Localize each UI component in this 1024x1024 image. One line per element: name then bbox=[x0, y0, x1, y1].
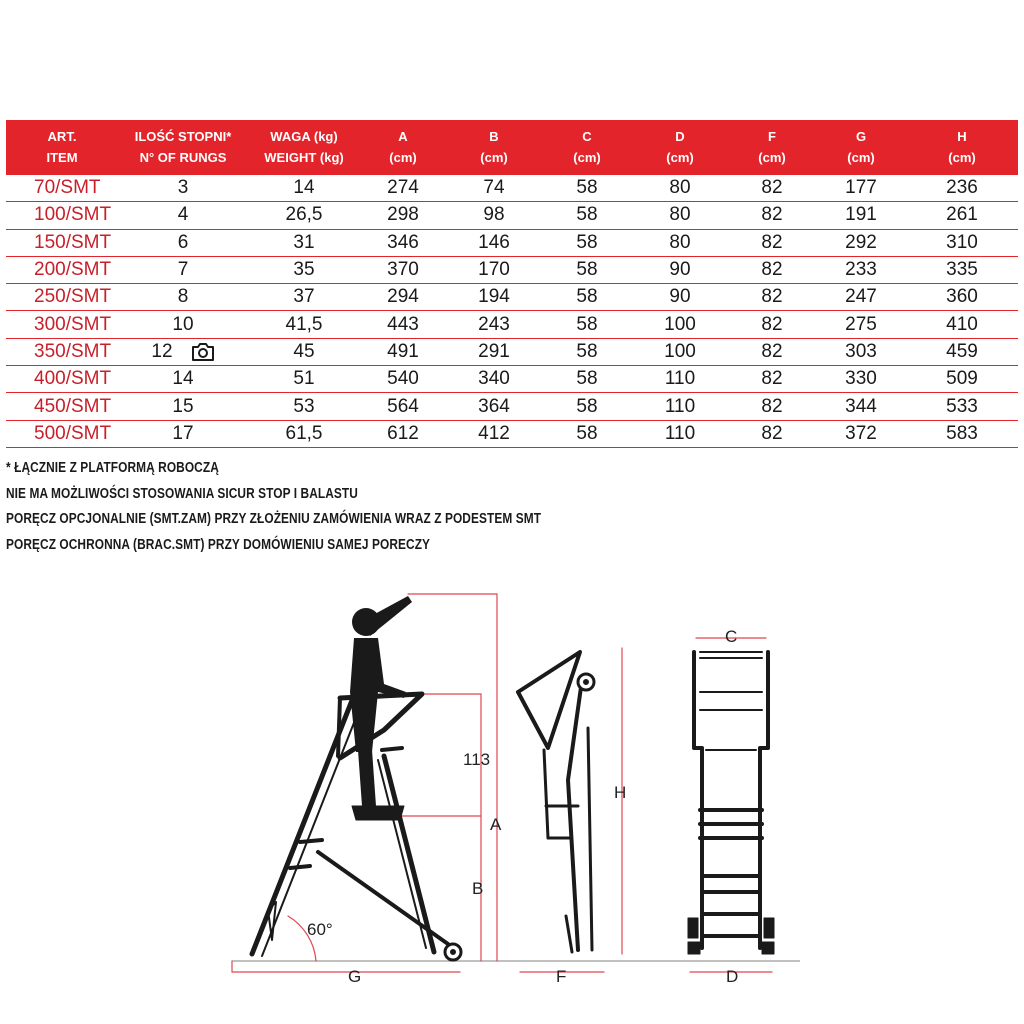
column-header-line: (cm) bbox=[480, 150, 508, 165]
cell-value: 170 bbox=[478, 259, 510, 281]
table-cell bbox=[632, 256, 728, 283]
cell-value: 35 bbox=[293, 259, 315, 281]
column-header-line: (cm) bbox=[389, 150, 417, 165]
cell-value: 82 bbox=[761, 259, 783, 281]
dim-h-label: H bbox=[614, 783, 627, 802]
table-cell bbox=[632, 366, 728, 393]
table-cell bbox=[816, 393, 906, 420]
table-row bbox=[6, 420, 1018, 447]
cell-value: 564 bbox=[387, 395, 419, 417]
camera-icon[interactable] bbox=[191, 342, 215, 362]
table-row bbox=[6, 202, 1018, 229]
cell-value: 58 bbox=[576, 422, 598, 444]
table-row bbox=[6, 338, 1018, 365]
cell-value: 82 bbox=[761, 395, 783, 417]
table-cell bbox=[728, 393, 816, 420]
table-cell bbox=[906, 366, 1018, 393]
table-cell bbox=[248, 175, 360, 202]
table-cell bbox=[542, 202, 632, 229]
cell-value: 58 bbox=[576, 368, 598, 390]
cell-value: 41,5 bbox=[285, 313, 323, 335]
cell-value: 110 bbox=[664, 395, 696, 417]
note-line: PORĘCZ OCHRONNA (BRAC.SMT) PRZY DOMÓWIENIU SAMEJ PORECZY bbox=[6, 536, 431, 553]
dim-b-label: B bbox=[472, 879, 484, 898]
cell-value: 335 bbox=[946, 259, 978, 281]
table-cell bbox=[816, 420, 906, 447]
cell-value: 100/SMT bbox=[34, 204, 112, 226]
table-cell bbox=[118, 175, 248, 202]
cell-value: 26,5 bbox=[285, 204, 323, 226]
column-header-line: (cm) bbox=[666, 150, 694, 165]
table-cell bbox=[728, 284, 816, 311]
table-cell bbox=[446, 311, 542, 338]
table-cell bbox=[360, 338, 446, 365]
cell-value: 82 bbox=[761, 368, 783, 390]
cell-value: 58 bbox=[576, 259, 598, 281]
table-cell bbox=[816, 175, 906, 202]
column-header bbox=[728, 120, 816, 175]
cell-value: 236 bbox=[946, 177, 978, 199]
table-cell bbox=[728, 366, 816, 393]
note-line: NIE MA MOŻLIWOŚCI STOSOWANIA SICUR STOP I BALASTU bbox=[6, 485, 358, 502]
column-header-line: A bbox=[398, 129, 408, 144]
cell-value: 37 bbox=[293, 286, 315, 308]
column-header-line: (cm) bbox=[758, 150, 786, 165]
table-cell bbox=[446, 256, 542, 283]
table-cell bbox=[542, 338, 632, 365]
column-header bbox=[248, 120, 360, 175]
table-cell bbox=[632, 311, 728, 338]
table-body bbox=[6, 175, 1018, 448]
table-cell bbox=[446, 420, 542, 447]
table-cell bbox=[906, 256, 1018, 283]
cell-value: 58 bbox=[576, 231, 598, 253]
cell-value: 90 bbox=[669, 259, 691, 281]
column-header bbox=[906, 120, 1018, 175]
cell-value: 10 bbox=[172, 313, 194, 335]
dim-f-label: F bbox=[556, 967, 567, 986]
cell-value: 58 bbox=[576, 204, 598, 226]
item-code-cell bbox=[6, 420, 118, 447]
table-cell bbox=[248, 311, 360, 338]
column-header bbox=[816, 120, 906, 175]
cell-value: 247 bbox=[845, 286, 877, 308]
cell-value: 98 bbox=[483, 204, 505, 226]
cell-value: 450/SMT bbox=[34, 395, 112, 417]
table-cell bbox=[906, 420, 1018, 447]
cell-value: 53 bbox=[293, 395, 315, 417]
table-cell bbox=[816, 229, 906, 256]
table-cell bbox=[906, 311, 1018, 338]
table-cell bbox=[360, 175, 446, 202]
column-header bbox=[6, 120, 118, 175]
column-header-line: C bbox=[582, 129, 592, 144]
table-cell bbox=[360, 311, 446, 338]
cell-value: 400/SMT bbox=[34, 368, 112, 390]
note-line: PORĘCZ OPCJONALNIE (SMT.ZAM) PRZY ZŁOŻENIU ZAMÓWIENIA WRAZ Z PODESTEM SMT bbox=[6, 511, 542, 527]
table-cell bbox=[728, 202, 816, 229]
column-header-line: (cm) bbox=[847, 150, 875, 165]
cell-value: 82 bbox=[761, 204, 783, 226]
table-row bbox=[6, 366, 1018, 393]
table-cell bbox=[446, 229, 542, 256]
column-header-line: ITEM bbox=[46, 150, 78, 165]
cell-value: 300/SMT bbox=[34, 313, 112, 335]
front-view-ladder bbox=[688, 638, 774, 972]
cell-value: 194 bbox=[478, 286, 510, 308]
cell-value: 61,5 bbox=[285, 422, 323, 444]
table-cell bbox=[542, 393, 632, 420]
table-cell bbox=[118, 311, 248, 338]
cell-value: 14 bbox=[293, 177, 315, 199]
table-cell bbox=[728, 229, 816, 256]
column-header-line: G bbox=[855, 129, 867, 144]
column-header-line: WEIGHT (kg) bbox=[264, 150, 344, 165]
cell-value: 291 bbox=[478, 340, 510, 362]
table-cell bbox=[118, 366, 248, 393]
table-cell bbox=[360, 202, 446, 229]
dim-113-label: 113 bbox=[463, 750, 491, 769]
table-cell bbox=[248, 229, 360, 256]
cell-value: 58 bbox=[576, 340, 598, 362]
table-cell bbox=[118, 338, 248, 365]
cell-value: 31 bbox=[293, 231, 315, 253]
cell-value: 70/SMT bbox=[34, 177, 101, 199]
column-header-line: N° OF RUNGS bbox=[139, 150, 227, 165]
column-header bbox=[632, 120, 728, 175]
column-header-line: ART. bbox=[47, 129, 77, 144]
table-cell bbox=[360, 393, 446, 420]
cell-value: 80 bbox=[669, 177, 691, 199]
cell-value: 82 bbox=[761, 422, 783, 444]
table-cell bbox=[118, 284, 248, 311]
cell-value: 303 bbox=[845, 340, 877, 362]
table-cell bbox=[248, 202, 360, 229]
item-code-cell bbox=[6, 311, 118, 338]
table-cell bbox=[360, 420, 446, 447]
column-header-line: H bbox=[957, 129, 967, 144]
table-cell bbox=[632, 338, 728, 365]
table-row bbox=[6, 284, 1018, 311]
table-cell bbox=[118, 229, 248, 256]
table-cell bbox=[906, 175, 1018, 202]
table-cell bbox=[446, 175, 542, 202]
cell-value: 370 bbox=[387, 259, 419, 281]
cell-value: 583 bbox=[946, 422, 978, 444]
cell-value: 243 bbox=[478, 313, 510, 335]
item-code-cell bbox=[6, 284, 118, 311]
cell-value: 58 bbox=[576, 313, 598, 335]
table-cell bbox=[728, 175, 816, 202]
column-header-line: F bbox=[768, 129, 776, 144]
cell-value: 459 bbox=[946, 340, 978, 362]
table-cell bbox=[360, 256, 446, 283]
column-header-line: WAGA (kg) bbox=[270, 129, 338, 144]
cell-value: 45 bbox=[293, 340, 315, 362]
table-cell bbox=[248, 256, 360, 283]
table-cell bbox=[906, 202, 1018, 229]
cell-value: 500/SMT bbox=[34, 422, 112, 444]
cell-value: 82 bbox=[761, 286, 783, 308]
cell-value: 100 bbox=[664, 340, 696, 362]
column-header-line: (cm) bbox=[573, 150, 601, 165]
cell-value: 80 bbox=[669, 204, 691, 226]
cell-value: 360 bbox=[946, 286, 978, 308]
cell-value: 298 bbox=[387, 204, 419, 226]
item-code-cell bbox=[6, 229, 118, 256]
table-cell bbox=[248, 284, 360, 311]
cell-value: 150/SMT bbox=[34, 231, 112, 253]
table-cell bbox=[118, 420, 248, 447]
table-cell bbox=[906, 284, 1018, 311]
table-cell bbox=[906, 393, 1018, 420]
cell-value: 58 bbox=[576, 286, 598, 308]
cell-value: 250/SMT bbox=[34, 286, 112, 308]
cell-value: 443 bbox=[387, 313, 419, 335]
table-cell bbox=[728, 338, 816, 365]
table-cell bbox=[816, 338, 906, 365]
cell-value: 344 bbox=[845, 395, 877, 417]
table-cell bbox=[360, 366, 446, 393]
table-cell bbox=[816, 284, 906, 311]
cell-value: 294 bbox=[387, 286, 419, 308]
cell-value: 330 bbox=[845, 368, 877, 390]
cell-value: 15 bbox=[172, 395, 194, 417]
cell-value: 233 bbox=[845, 259, 877, 281]
cell-value: 509 bbox=[946, 368, 978, 390]
table-row bbox=[6, 175, 1018, 202]
dim-d-label: D bbox=[726, 967, 739, 986]
cell-value: 292 bbox=[845, 231, 877, 253]
table-cell bbox=[542, 256, 632, 283]
cell-value: 3 bbox=[177, 177, 189, 199]
table-header bbox=[6, 120, 1018, 175]
cell-value: 533 bbox=[946, 395, 978, 417]
table-cell bbox=[816, 202, 906, 229]
table-cell bbox=[542, 229, 632, 256]
cell-value: 191 bbox=[845, 204, 877, 226]
cell-value: 8 bbox=[177, 286, 189, 308]
cell-value: 200/SMT bbox=[34, 259, 112, 281]
cell-value: 51 bbox=[293, 368, 315, 390]
dim-c-label: C bbox=[725, 627, 738, 646]
table-cell bbox=[118, 393, 248, 420]
column-header bbox=[542, 120, 632, 175]
table-row bbox=[6, 256, 1018, 283]
table-cell bbox=[728, 311, 816, 338]
table-cell bbox=[632, 393, 728, 420]
cell-value: 146 bbox=[478, 231, 510, 253]
table-row bbox=[6, 229, 1018, 256]
table-cell bbox=[542, 420, 632, 447]
table-cell bbox=[816, 256, 906, 283]
cell-value: 6 bbox=[177, 231, 189, 253]
cell-value: 346 bbox=[387, 231, 419, 253]
table-cell bbox=[248, 366, 360, 393]
cell-value: 410 bbox=[946, 313, 978, 335]
cell-value: 275 bbox=[845, 313, 877, 335]
column-header-line: ILOŚĆ STOPNI* bbox=[134, 129, 232, 144]
table-cell bbox=[542, 311, 632, 338]
item-code-cell bbox=[6, 393, 118, 420]
note-line: * ŁĄCZNIE Z PLATFORMĄ ROBOCZĄ bbox=[6, 460, 219, 476]
item-code-cell bbox=[6, 256, 118, 283]
table-cell bbox=[248, 393, 360, 420]
folded-view-ladder bbox=[518, 648, 622, 972]
item-code-cell bbox=[6, 202, 118, 229]
table-cell bbox=[728, 256, 816, 283]
table-cell bbox=[632, 202, 728, 229]
spec-table bbox=[6, 120, 1018, 448]
table-cell bbox=[906, 338, 1018, 365]
item-code-cell bbox=[6, 175, 118, 202]
cell-value: 82 bbox=[761, 313, 783, 335]
cell-value: 612 bbox=[387, 422, 419, 444]
item-code-cell bbox=[6, 366, 118, 393]
table-cell bbox=[446, 393, 542, 420]
cell-value: 58 bbox=[576, 177, 598, 199]
table-cell bbox=[446, 366, 542, 393]
cell-value: 12 bbox=[151, 340, 173, 362]
table-cell bbox=[632, 175, 728, 202]
column-header-line: B bbox=[489, 129, 499, 144]
item-code-cell bbox=[6, 338, 118, 365]
table-cell bbox=[632, 229, 728, 256]
table-cell bbox=[632, 284, 728, 311]
ladder-technical-drawings bbox=[0, 580, 1024, 1000]
cell-value: 4 bbox=[177, 204, 189, 226]
table-cell bbox=[542, 366, 632, 393]
cell-value: 82 bbox=[761, 177, 783, 199]
cell-value: 372 bbox=[845, 422, 877, 444]
dim-a-label: A bbox=[490, 815, 502, 834]
table-cell bbox=[446, 284, 542, 311]
side-view-ladder bbox=[232, 594, 497, 972]
notes bbox=[6, 456, 659, 558]
table-cell bbox=[118, 202, 248, 229]
cell-value: 90 bbox=[669, 286, 691, 308]
cell-value: 58 bbox=[576, 395, 598, 417]
table-cell bbox=[542, 175, 632, 202]
cell-value: 364 bbox=[478, 395, 510, 417]
cell-value: 540 bbox=[387, 368, 419, 390]
column-header bbox=[118, 120, 248, 175]
table-cell bbox=[816, 311, 906, 338]
column-header-line: (cm) bbox=[948, 150, 976, 165]
cell-value: 17 bbox=[172, 422, 194, 444]
cell-value: 261 bbox=[946, 204, 978, 226]
table-cell bbox=[446, 338, 542, 365]
cell-value: 14 bbox=[172, 368, 194, 390]
table-cell bbox=[446, 202, 542, 229]
table-cell bbox=[248, 338, 360, 365]
table-cell bbox=[360, 229, 446, 256]
table-cell bbox=[360, 284, 446, 311]
table-cell bbox=[728, 420, 816, 447]
cell-value: 491 bbox=[387, 340, 419, 362]
table-cell bbox=[906, 229, 1018, 256]
angle-label: 60° bbox=[307, 920, 333, 939]
cell-value: 350/SMT bbox=[34, 340, 112, 362]
cell-value: 274 bbox=[387, 177, 419, 199]
column-header bbox=[360, 120, 446, 175]
cell-value: 110 bbox=[664, 368, 696, 390]
cell-value: 110 bbox=[664, 422, 696, 444]
cell-value: 7 bbox=[177, 259, 189, 281]
table-cell bbox=[542, 284, 632, 311]
cell-value: 177 bbox=[845, 177, 877, 199]
table-cell bbox=[118, 256, 248, 283]
table-cell bbox=[248, 420, 360, 447]
cell-value: 310 bbox=[946, 231, 978, 253]
table-cell bbox=[816, 366, 906, 393]
cell-value: 82 bbox=[761, 231, 783, 253]
cell-value: 80 bbox=[669, 231, 691, 253]
cell-value: 74 bbox=[483, 177, 505, 199]
cell-value: 412 bbox=[478, 422, 510, 444]
column-header-line: D bbox=[675, 129, 685, 144]
table-row bbox=[6, 393, 1018, 420]
column-header bbox=[446, 120, 542, 175]
dim-g-label: G bbox=[348, 967, 362, 986]
table-row bbox=[6, 311, 1018, 338]
cell-value: 340 bbox=[478, 368, 510, 390]
table-cell bbox=[632, 420, 728, 447]
cell-value: 82 bbox=[761, 340, 783, 362]
cell-value: 100 bbox=[664, 313, 696, 335]
